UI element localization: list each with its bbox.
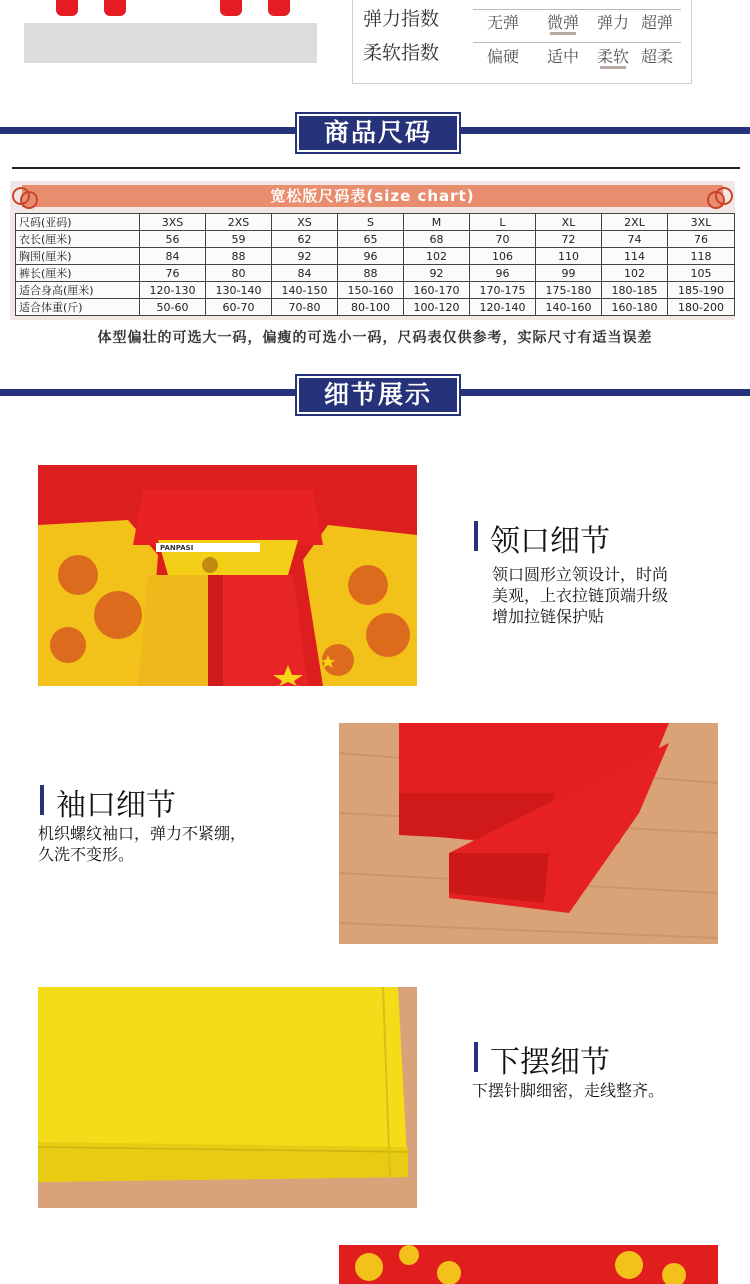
size-chart-title: 宽松版尺码表(size chart) (270, 187, 475, 205)
table-cell: 150-160 (338, 282, 404, 299)
table-cell: 175-180 (536, 282, 602, 299)
table-cell: 180-200 (668, 299, 735, 316)
table-cell: 3XL (668, 214, 735, 231)
table-cell: 102 (602, 265, 668, 282)
hem-detail-desc (472, 1080, 664, 1101)
table-cell: 114 (602, 248, 668, 265)
size-table-header-row (16, 214, 735, 231)
table-cell: 99 (536, 265, 602, 282)
table-cell: 185-190 (668, 282, 735, 299)
collar-detail-desc (492, 564, 668, 627)
table-cell: 96 (470, 265, 536, 282)
table-cell: 65 (338, 231, 404, 248)
table-cell: 50-60 (140, 299, 206, 316)
elasticity-option-2: 微弹 (546, 13, 579, 32)
table-row (16, 231, 735, 248)
softness-option-3: 柔软 (596, 47, 629, 66)
table-cell: 60-70 (206, 299, 272, 316)
elasticity-selected-marker (550, 32, 576, 35)
product-index-box (352, 0, 692, 84)
table-cell: 84 (140, 248, 206, 265)
cuff-detail-desc (38, 823, 246, 865)
softness-selected-marker (600, 66, 626, 69)
table-cell: 92 (272, 248, 338, 265)
detail-section-title: 细节展示 (297, 376, 459, 414)
table-cell: 102 (404, 248, 470, 265)
cuff-detail-photo (339, 723, 718, 944)
table-cell: 70 (470, 231, 536, 248)
table-cell: 110 (536, 248, 602, 265)
table-cell: 适合身高(厘米) (16, 282, 140, 299)
table-row (16, 265, 735, 282)
table-cell: 100-120 (404, 299, 470, 316)
collar-desc-line-1: 领口圆形立领设计，时尚 (492, 565, 669, 584)
softness-option-1: 偏硬 (486, 47, 519, 66)
collar-illustration (38, 465, 417, 686)
table-cell: 衣长(厘米) (16, 231, 140, 248)
table-cell: 130-140 (206, 282, 272, 299)
softness-option-4: 超柔 (640, 47, 673, 66)
table-cell: M (404, 214, 470, 231)
size-chart (10, 181, 735, 320)
table-row (16, 282, 735, 299)
table-cell: 84 (272, 265, 338, 282)
elasticity-option-4: 超弹 (640, 13, 673, 32)
table-cell: 120-140 (470, 299, 536, 316)
table-cell: 2XS (206, 214, 272, 231)
cuff-desc-line-1: 机织螺纹袖口，弹力不紧绷， (38, 824, 247, 843)
hem-detail-title: 下摆细节 (474, 1037, 610, 1081)
table-row (16, 299, 735, 316)
softness-scale-line (473, 42, 681, 43)
elasticity-option-3: 弹力 (596, 13, 629, 32)
pants-leg-1 (56, 0, 78, 16)
table-cell: 80-100 (338, 299, 404, 316)
elasticity-option-1: 无弹 (486, 13, 519, 32)
product-image-footer (24, 23, 317, 63)
collar-detail-title: 领口细节 (474, 516, 610, 560)
cuff-desc-line-2: 久洗不变形。 (38, 845, 135, 864)
hem-illustration (38, 987, 417, 1208)
collar-desc-line-2: 美观，上衣拉链顶端升级 (492, 586, 669, 605)
collar-detail-photo (38, 465, 417, 686)
table-cell: 62 (272, 231, 338, 248)
softness-option-2: 适中 (546, 47, 579, 66)
table-cell: 适合体重(斤) (16, 299, 140, 316)
size-section-divider (12, 167, 740, 169)
pattern-illustration (339, 1245, 718, 1284)
table-cell: 180-185 (602, 282, 668, 299)
pants-leg-3 (220, 0, 242, 16)
next-detail-photo (339, 1245, 718, 1284)
table-cell: 88 (206, 248, 272, 265)
hem-detail-photo (38, 987, 417, 1208)
table-cell: 2XL (602, 214, 668, 231)
cuff-detail-title: 袖口细节 (40, 780, 176, 824)
table-cell: 74 (602, 231, 668, 248)
table-cell: 72 (536, 231, 602, 248)
table-cell: 80 (206, 265, 272, 282)
table-cell: 76 (140, 265, 206, 282)
table-cell: 70-80 (272, 299, 338, 316)
table-cell: S (338, 214, 404, 231)
table-row (16, 248, 735, 265)
table-cell: 56 (140, 231, 206, 248)
hem-desc-line-1: 下摆针脚细密，走线整齐。 (472, 1081, 665, 1100)
collar-label-text: PANPASI (160, 544, 194, 552)
table-cell: 106 (470, 248, 536, 265)
table-cell: 96 (338, 248, 404, 265)
table-cell: L (470, 214, 536, 231)
table-cell: 59 (206, 231, 272, 248)
pants-leg-2 (104, 0, 126, 16)
table-cell: 160-170 (404, 282, 470, 299)
table-cell: 88 (338, 265, 404, 282)
table-cell: 118 (668, 248, 735, 265)
collar-desc-line-3: 增加拉链保护贴 (492, 607, 605, 626)
table-cell: 140-150 (272, 282, 338, 299)
table-cell: 胸围(厘米) (16, 248, 140, 265)
size-chart-title-bar (22, 185, 723, 207)
table-cell: 160-180 (602, 299, 668, 316)
pants-leg-4 (268, 0, 290, 16)
cuff-illustration (339, 723, 718, 944)
table-cell: 裤长(厘米) (16, 265, 140, 282)
size-chart-note: 体型偏壮的可选大一码，偏瘦的可选小一码，尺码表仅供参考，实际尺寸有适当误差 (97, 330, 653, 346)
table-cell: XL (536, 214, 602, 231)
table-cell: 76 (668, 231, 735, 248)
right-cloud-ornament-2 (707, 191, 725, 209)
table-cell: XS (272, 214, 338, 231)
size-section-title: 商品尺码 (297, 114, 459, 152)
elasticity-label: 弹力指数 (363, 8, 440, 30)
table-cell: 3XS (140, 214, 206, 231)
table-cell: 68 (404, 231, 470, 248)
softness-label: 柔软指数 (363, 42, 440, 64)
table-cell: 170-175 (470, 282, 536, 299)
table-cell: 120-130 (140, 282, 206, 299)
size-table (15, 213, 735, 316)
table-cell: 105 (668, 265, 735, 282)
table-cell: 尺码(亚码) (16, 214, 140, 231)
table-cell: 92 (404, 265, 470, 282)
table-cell: 140-160 (536, 299, 602, 316)
